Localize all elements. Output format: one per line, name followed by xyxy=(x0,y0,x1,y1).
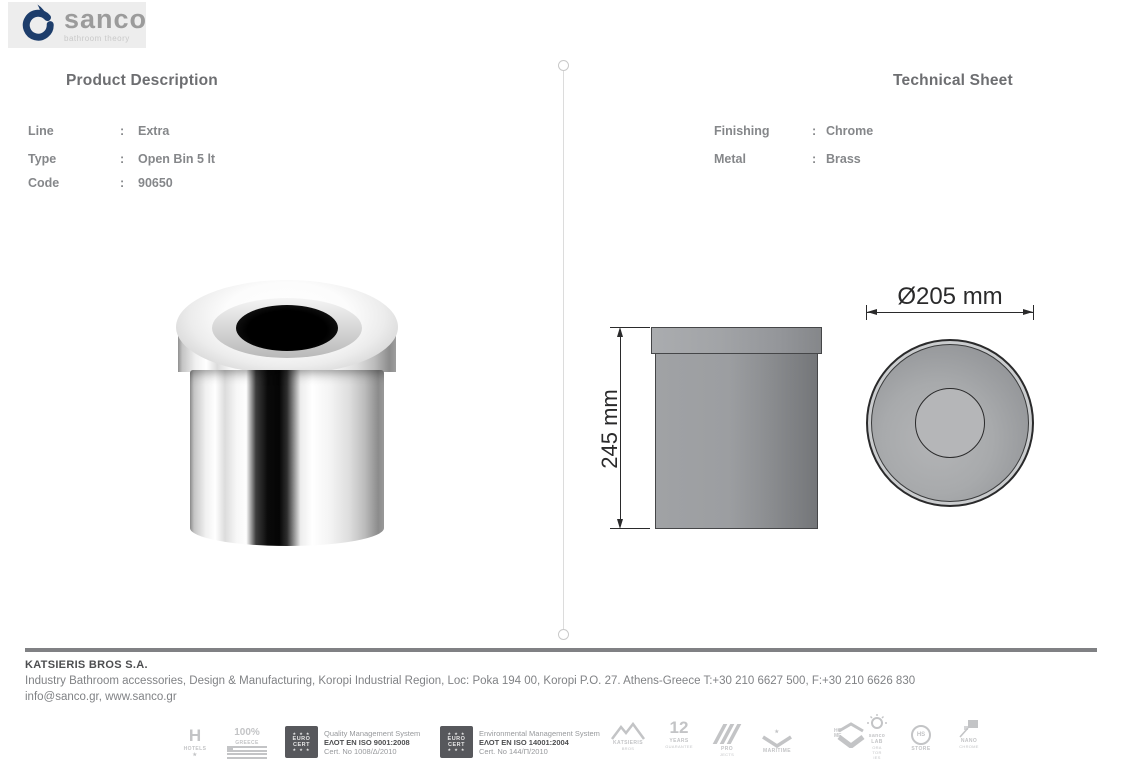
top-view-inner-circle xyxy=(915,388,985,458)
divider-top-dot xyxy=(558,60,569,71)
field-line-sep: : xyxy=(120,124,125,138)
years-label: YEARS xyxy=(669,738,689,744)
katsieris-line2: BROS xyxy=(621,746,635,751)
home-line2: ME xyxy=(834,733,842,739)
badge-cert: CERT xyxy=(293,742,310,748)
cert1-standard: ΕΛΟΤ EN ISO 9001:2008 xyxy=(324,737,410,747)
badge-stars: ★ ★ ★ xyxy=(447,747,466,752)
field-type xyxy=(28,152,328,168)
logo-name: sanco xyxy=(64,4,148,34)
sanco-logo xyxy=(8,2,146,48)
dim-extension-bottom xyxy=(610,528,650,529)
badge-stars: ★ ★ ★ xyxy=(292,747,311,752)
eurocert-badge-icon xyxy=(440,726,473,758)
greece-label: GREECE xyxy=(235,740,259,746)
field-metal-sep: : xyxy=(812,152,817,166)
badge-stars: ★ ★ ★ xyxy=(447,731,466,736)
home-line1: HO xyxy=(834,728,842,734)
hotels-letter: H xyxy=(188,726,202,745)
divider-bottom-dot xyxy=(558,629,569,640)
hotels-icon xyxy=(178,727,212,758)
cert2-system: Environmental Management System xyxy=(479,728,600,738)
cert2-standard: ΕΛΟΤ EN ISO 14001:2004 xyxy=(479,737,569,747)
product-photo xyxy=(176,280,398,552)
field-type-label: Type xyxy=(28,152,57,166)
field-code-label: Code xyxy=(28,176,60,190)
hs-abbr: HS xyxy=(916,732,926,738)
projects-bars-icon xyxy=(709,724,745,744)
dim-arrow-left xyxy=(867,309,877,315)
dim-arrow-down xyxy=(617,519,623,529)
technical-sheet-title: Technical Sheet xyxy=(893,72,1013,89)
field-line xyxy=(28,124,328,140)
hotels-star: ★ xyxy=(192,752,198,758)
cert2-number: Cert. No 144/Π/2010 xyxy=(479,746,548,756)
nano-line2: CHROME xyxy=(959,744,979,749)
badge-cert: CERT xyxy=(448,742,465,748)
dim-diameter-label: Ø205 mm xyxy=(897,283,1003,310)
sanco-drop-icon xyxy=(22,2,56,49)
maritime-label: MARITIME xyxy=(763,748,791,754)
projects-line1: PRO xyxy=(720,746,734,752)
field-finishing-value: Chrome xyxy=(826,124,874,138)
eurocert-badge-icon xyxy=(285,726,318,758)
divider-line xyxy=(563,71,564,629)
field-metal-label: Metal xyxy=(714,152,746,166)
badge-stars: ★ ★ ★ xyxy=(292,731,311,736)
years-number: 12 xyxy=(669,718,689,737)
front-view-body xyxy=(655,353,818,529)
field-type-value: Open Bin 5 lt xyxy=(138,152,216,166)
dim-height-label: 245 mm xyxy=(597,389,622,469)
cert1-system: Quality Management System xyxy=(324,728,421,738)
field-finishing-label: Finishing xyxy=(714,124,770,138)
twelve-years-guarantee-icon xyxy=(660,720,698,749)
dim-extension-top xyxy=(610,327,650,328)
hs-ring-icon xyxy=(911,725,931,745)
hotels-label: HOTELS xyxy=(183,746,207,752)
nano-line1: NANO xyxy=(960,738,978,744)
dim-arrow-right xyxy=(1023,309,1033,315)
katsieris-line1: KATSIERIS xyxy=(613,740,643,746)
field-finishing-sep: : xyxy=(812,124,817,138)
maritime-star: ★ xyxy=(774,729,780,735)
nano-chrome-icon xyxy=(948,718,990,749)
badge-euro: EURO xyxy=(447,736,466,742)
hs-store-icon xyxy=(903,725,939,752)
top-view-outer-circle xyxy=(866,339,1034,507)
sancolab-line5: IES xyxy=(873,755,881,760)
cert1-number: Cert. No 1008/Δ/2010 xyxy=(324,746,397,756)
greece-pct: 100% xyxy=(234,727,260,738)
product-description-title: Product Description xyxy=(66,72,218,89)
field-code-value: 90650 xyxy=(138,176,173,190)
projects-icon xyxy=(709,724,745,757)
front-view-lid xyxy=(651,327,822,354)
years-sub: GUARANTEE xyxy=(665,744,693,749)
dim-arrow-up xyxy=(617,327,623,337)
sancolab-line1: sanco xyxy=(868,733,886,739)
projects-line2: JECTS xyxy=(719,752,735,757)
field-line-label: Line xyxy=(28,124,54,138)
field-code xyxy=(28,176,328,192)
field-metal xyxy=(714,152,1014,168)
field-line-value: Extra xyxy=(138,124,170,138)
iso-14001-certification xyxy=(440,726,600,758)
field-type-sep: : xyxy=(120,152,125,166)
footer-address: Industry Bathroom accessories, Design & Manufacturing, Koropi Industrial Region, Loc: Poka 194 00, Koropi P.O. 27. Athens-Greece T:+30 210 6627 500, F:+30 210 6626 830 xyxy=(25,675,916,687)
footer-bar xyxy=(25,648,1097,652)
katsieris-bros-icon xyxy=(603,722,653,751)
maritime-icon xyxy=(752,729,802,754)
footer-company: KATSIERIS BROS S.A. xyxy=(25,659,148,671)
sancolab-line3: ORA xyxy=(872,745,882,750)
bin-body xyxy=(190,370,384,546)
sancolab-line4: TOR xyxy=(872,750,882,755)
greece-flag-icon xyxy=(227,746,267,759)
made-in-greece-icon xyxy=(227,722,267,760)
iso-9001-certification xyxy=(285,726,420,758)
dim-diameter-line xyxy=(866,312,1034,313)
logo-tagline: bathroom theory xyxy=(64,34,130,43)
footer-contacts: info@sanco.gr, www.sanco.gr xyxy=(25,691,177,703)
sancolab-line2: LAB xyxy=(871,739,883,745)
field-code-sep: : xyxy=(120,176,125,190)
badge-euro: EURO xyxy=(292,736,311,742)
hs-label: STORE xyxy=(911,746,931,752)
field-finishing xyxy=(714,124,1014,140)
field-metal-value: Brass xyxy=(826,152,861,166)
bin-opening xyxy=(236,305,338,351)
sanco-lab-icon xyxy=(858,713,896,760)
